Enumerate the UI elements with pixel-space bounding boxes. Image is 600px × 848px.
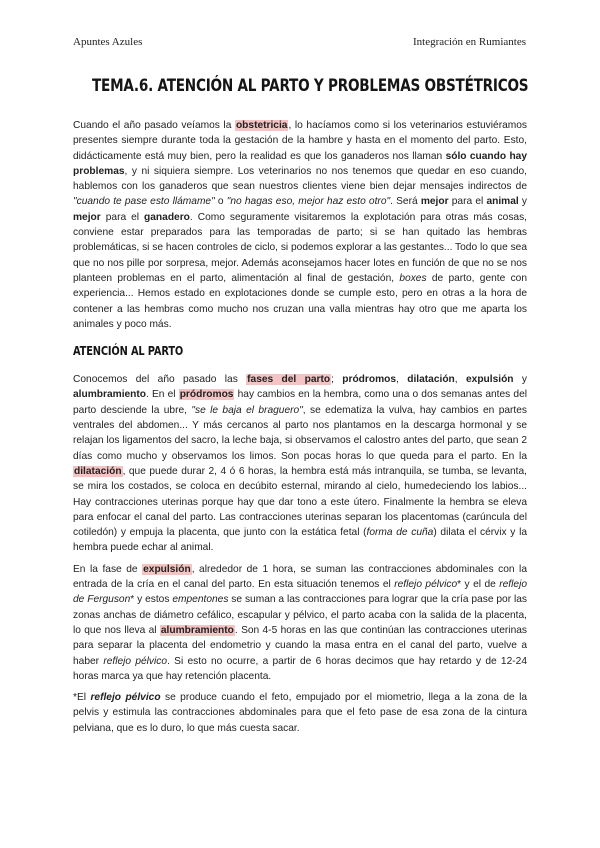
phases-paragraph: Conocemos del año pasado las fases del parto; pródromos, dilatación, expulsión y alumbramiento. En el pródromos hay cambios en la hembra, como una o dos semanas antes del parto desciende la ubre, "se le baja el braguero", se edematiza la vulva, hay cambios en partes ventrales del abdomen... Y más cercanos al parto nos plantamos en la descarga hormonal y se relajan los ligamentos del sacro, la leche baja, si observamos el calostro antes del parto, que sean 2 días como mucho y observamos los limos. Son pocas horas lo que queda para el parto. En la dilatación, que puede durar 2, 4 ó 6 horas, la hembra está más intranquila, se tumba, se levanta, se mira los costados, se coloca en decúbito esternal, mirando al cielo, humedeciendo los labios... Hay contracciones uterinas porque hay que dar tono a este útero. Finalmente la hembra se eleva para enfocar el canal del parto. Las contracciones uterinas separan los placentomas (carúncula del cotiledón) y empuja la placenta, que junto con la estática fetal (forma de cuña) dilata el cérvix y la hembra puede echar al animal. [73,374,528,554]
footnote-paragraph: *El reflejo pélvico se produce cuando el feto, empujado por el miometrio, llega a la zona de la pelvis y estimula las contracciones abdominales para que el feto pase de esa zona de la cintura pelviana, que es lo duro, lo que más cuesta sacar. [73,692,528,734]
page-title: TEMA.6. ATENCIÓN AL PARTO Y PROBLEMAS OBSTÉTRICOS [92,76,529,96]
highlight-term: fases del parto [247,374,331,386]
highlight-term: expulsión [143,563,191,575]
document-body [73,118,527,736]
header-right-text: Integración en Rumiantes [412,36,526,48]
section-heading: ATENCIÓN AL PARTO [73,344,184,359]
highlight-term: dilatación [74,465,122,477]
highlight-term: obstetricia [235,120,288,131]
expulsion-paragraph: En la fase de expulsión, alrededor de 1 hora, se suman las contracciones abdominales con la entrada de la cría en el canal del parto. En esta situación tenemos el reflejo pélvico* y el de reflejo de Ferguson* y estos empentones se suman a las contracciones para lograr que la cría pase por las zonas anchas de diámetro cefálico, escapular y pélvico, el parto acaba con la salida de la placenta, lo que nos lleva al alumbramiento. Son 4-5 horas en las que continúan las contracciones uterinas para separar la placenta del endometrio y cuando la masa entra en el canal del parto, vuelve a haber reflejo pélvico. Si esto no ocurre, a partir de 6 horas decimos que hay retardo y de 12-24 horas marca ya que hay retención placenta. [73,563,527,682]
page-header [73,36,526,52]
highlight-term: alumbramiento [160,624,234,636]
intro-paragraph: Cuando el año pasado veíamos la obstetricia, lo hacíamos como si los veterinarios estuviéramos presentes siempre durante toda la gestación de la hambre y hasta en el momento del parto. Esto, didácticamente está muy bien, pero la realidad es que los ganaderos nos llaman sólo cuando hay problemas, y ni siquiera siempre. Los veterinarios no nos tenemos que quedar en eso cuando, hablemos con los ganaderos que sean nuestros clientes viene bien dejar mensajes indirectos de "cuando te pase esto llámame" o "no hagas eso, mejor haz esto otro". Será mejor para el animal y mejor para el ganadero. Como seguramente visitaremos la explotación para otras más cosas, conviene estar preparados para las temporadas de parto; si se han quitado las hembras problemáticas, si se hacen controles de ciclo, si podemos explorar a las gestantes... Todo lo que sea que no nos pille por sorpresa, mejor. Además aconsejamos hacer lotes en función de que no se nos planteen problemas en el parto, alimentación al final de gestación, boxes de parto, gente con experiencia... Hemos estado en explotaciones donde se cumple esto, pero en otras a la hora de contener a las hembras como mucho nos cruzan una valla mientras hay otro que me aparta los animales y poco más. [73,120,528,330]
highlight-term: pródromos [179,389,234,401]
header-left-text: Apuntes Azules [73,36,143,48]
